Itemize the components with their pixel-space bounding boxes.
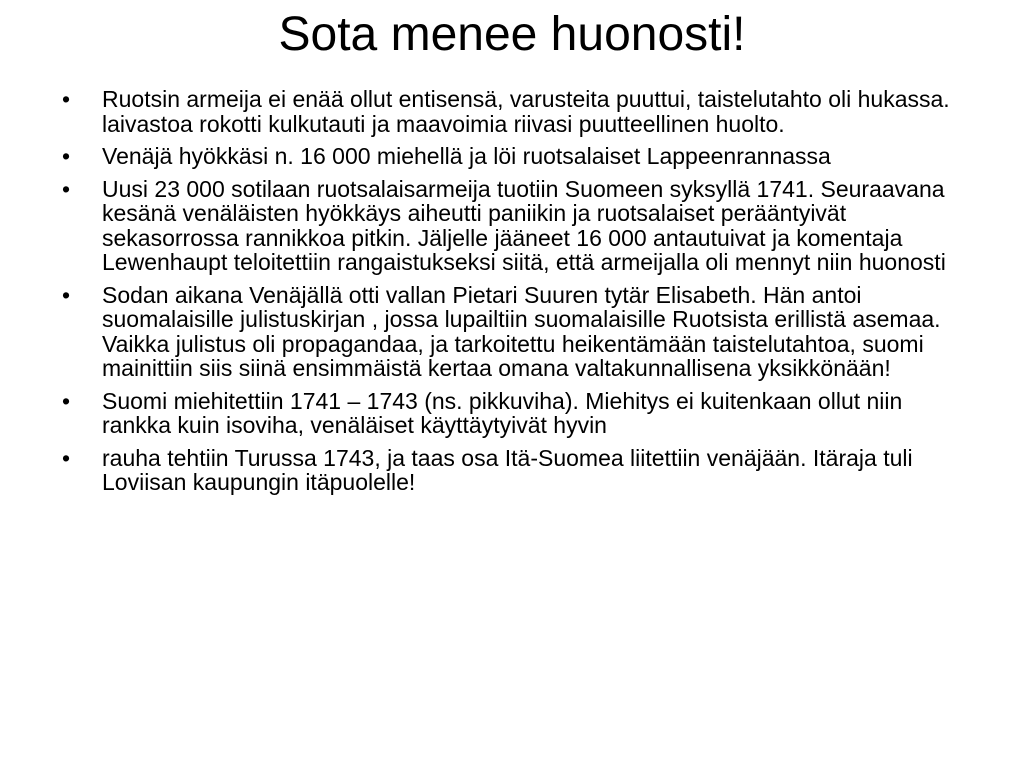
bullet-list [62, 87, 962, 503]
bullet-text: Venäjä hyökkäsi n. 16 000 miehellä ja löi ruotsalaiset Lappeenrannassa [102, 143, 831, 169]
bullet-item [62, 283, 962, 381]
bullet-point-icon: • [62, 281, 71, 308]
slide-title: Sota menee huonosti! [278, 8, 746, 61]
bullet-point-icon: • [62, 444, 71, 471]
bullet-text: Sodan aikana Venäjällä otti vallan Pietari Suuren tytär Elisabeth. Hän antoi suomalaisille julistuskirjan , jossa lupailtiin suomalaisille Ruotsista erillistä asemaa. Vaikka julistus oli propagandaa, ja tarkoitettu heikentämään taistelutahtoa, suomi mainittiin siis siinä ensimmäistä kertaa omana valtakunnallisena yksikkönään! [102, 281, 941, 381]
bullet-item [62, 87, 962, 136]
bullet-point-icon: • [62, 175, 71, 202]
bullet-point-icon: • [62, 143, 71, 169]
bullet-text: rauha tehtiin Turussa 1743, ja taas osa Itä-Suomea liitettiin venäjään. Itäraja tuli Loviisan kaupungin itäpuolelle! [102, 444, 913, 495]
bullet-text: Suomi miehitettiin 1741 – 1743 (ns. pikkuviha). Miehitys ei kuitenkaan ollut niin rankka kuin isoviha, venäläiset käyttäytyivät hyvin [102, 387, 903, 438]
bullet-text: Uusi 23 000 sotilaan ruotsalaisarmeija tuotiin Suomeen syksyllä 1741. Seuraavana kesänä venäläisten hyökkäys aiheutti paniikin ja ruotsalaiset perääntyivät sekasorrossa rannikkoa pitkin. Jäljelle jääneet 16 000 antautuivat ja komentaja Lewenhaupt teloitettiin rangaistukseksi siitä, että armeijalla oli mennyt niin huonosti [102, 175, 946, 275]
bullet-item [62, 446, 962, 495]
bullet-text: Ruotsin armeija ei enää ollut entisensä, varusteita puuttui, taistelutahto oli hukassa. laivastoa rokotti kulkutauti ja maavoimia riivasi puutteellinen huolto. [102, 86, 950, 137]
bullet-item [62, 144, 962, 169]
bullet-item [62, 177, 962, 275]
bullet-item [62, 389, 962, 438]
bullet-point-icon: • [62, 387, 71, 414]
bullet-point-icon: • [62, 86, 71, 112]
